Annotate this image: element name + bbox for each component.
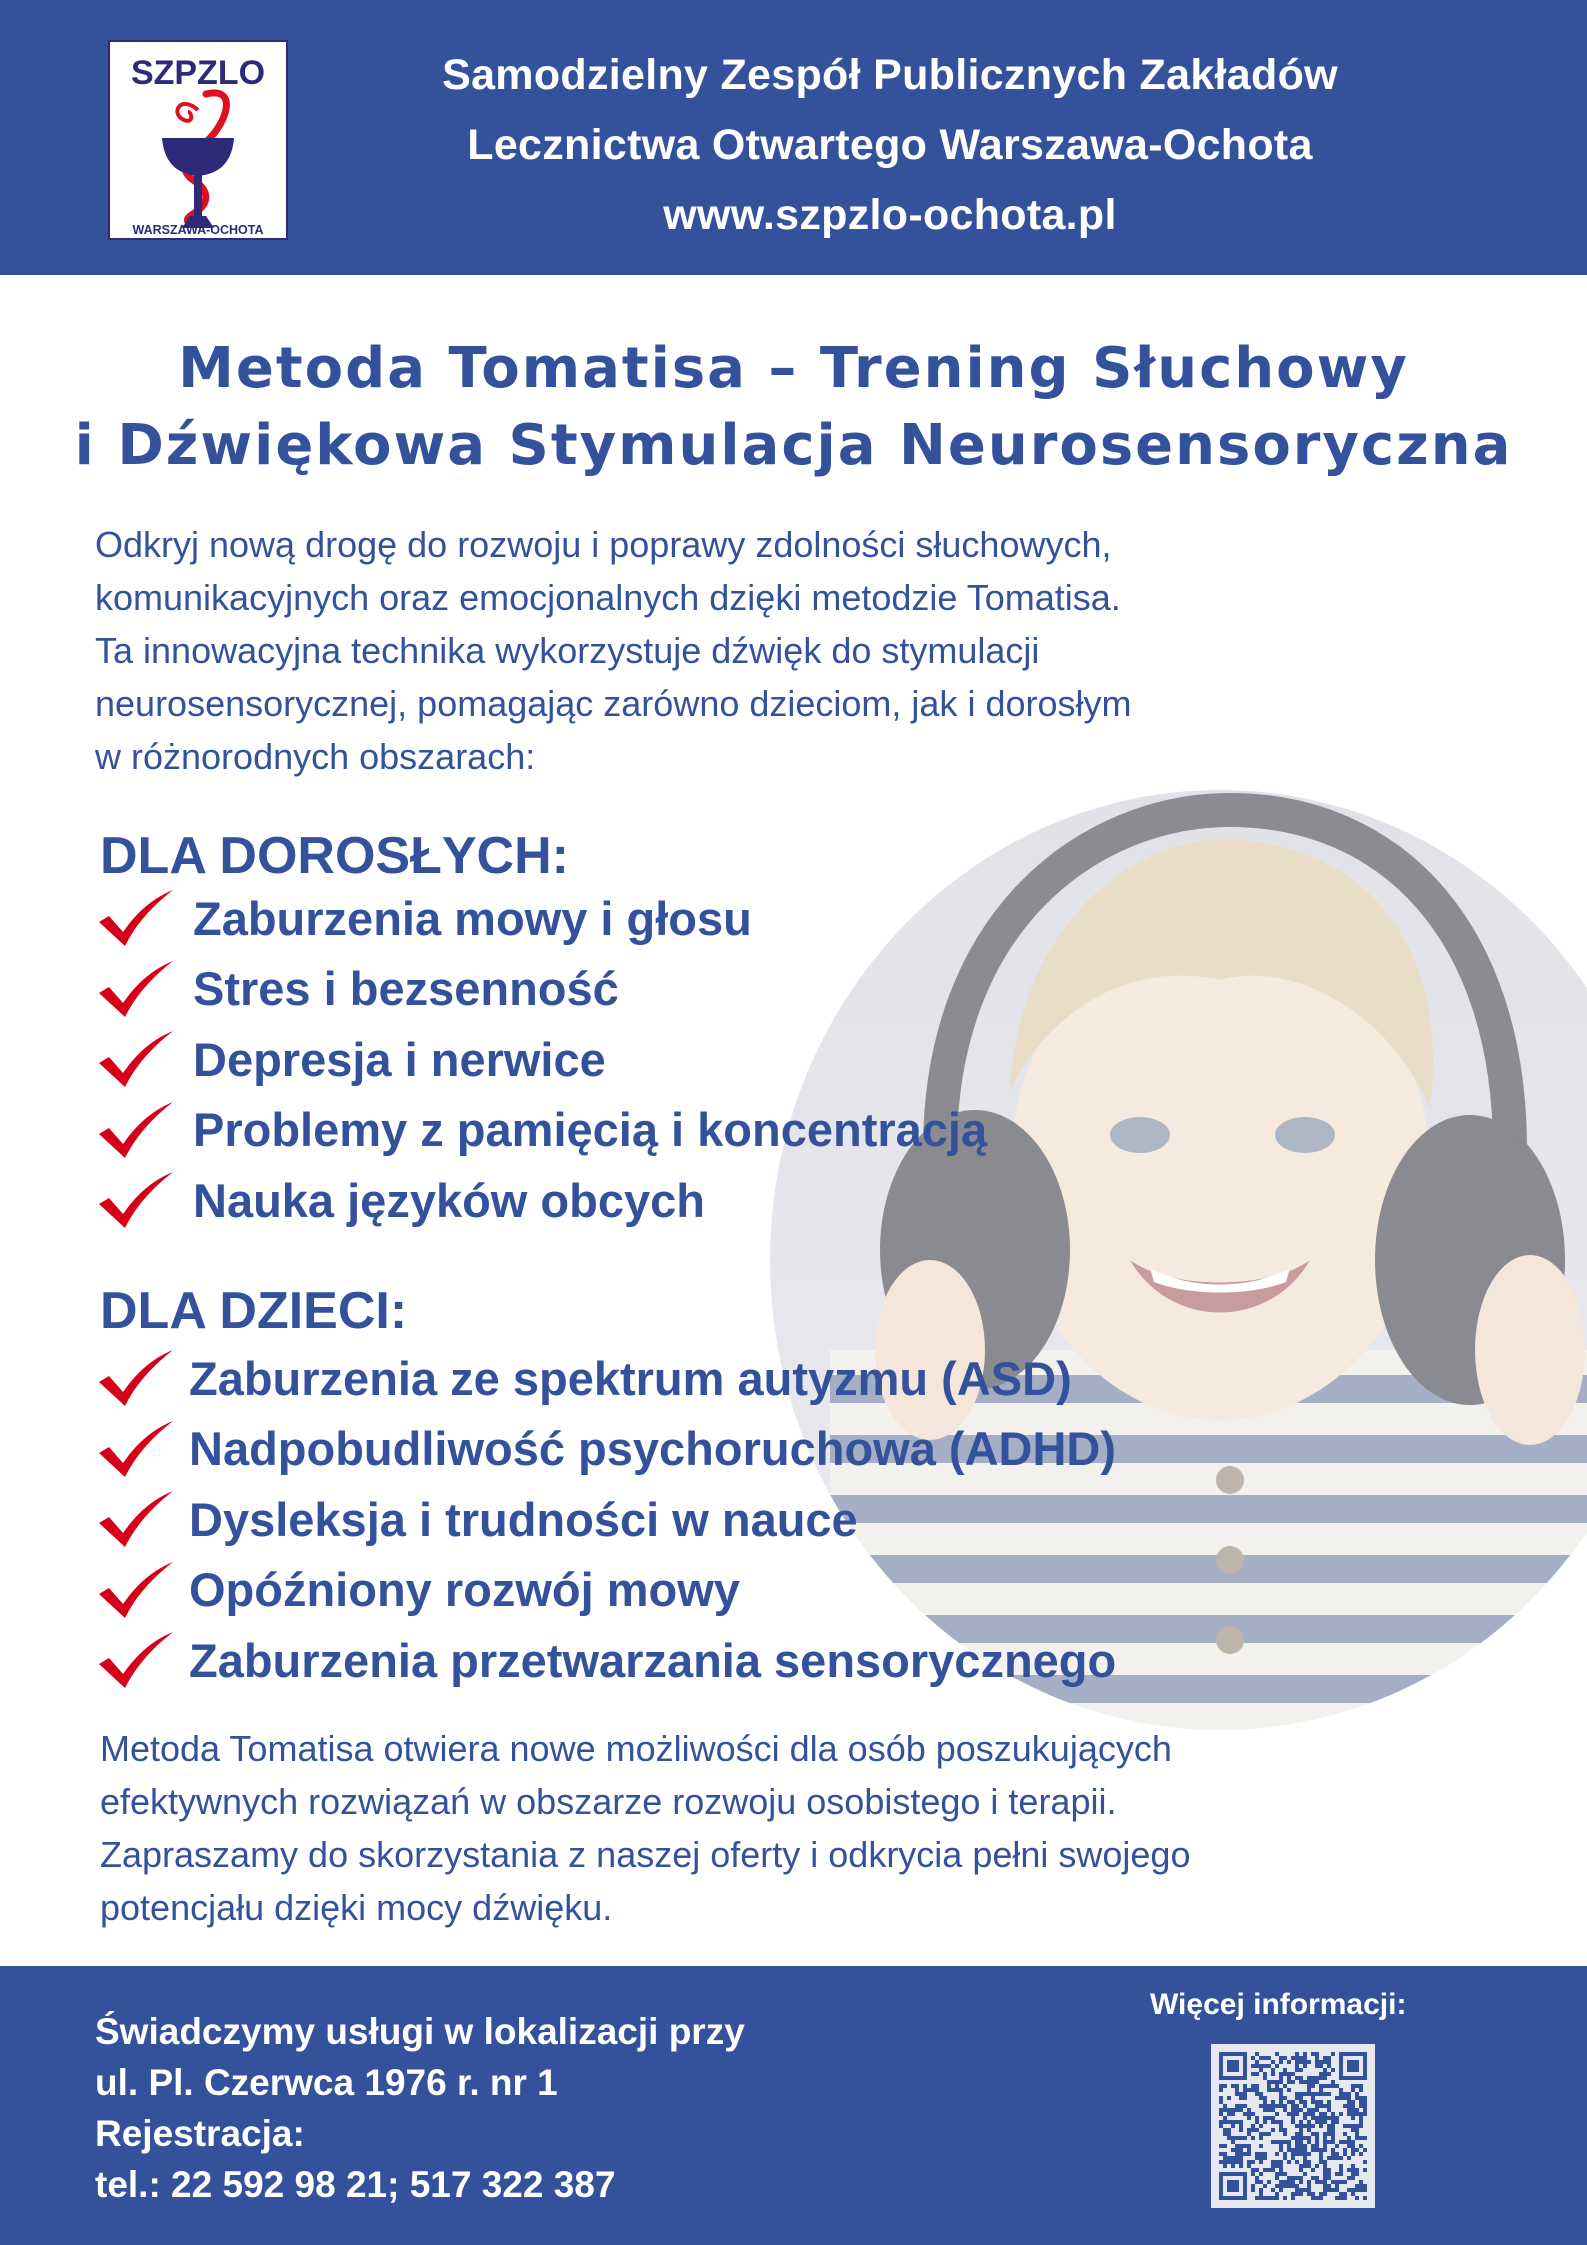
org-name-line1: Samodzielny Zespół Publicznych Zakładów [442, 51, 1338, 99]
contact-info [95, 2006, 745, 2210]
logo-top-text: SZPZLO [130, 54, 266, 92]
intro-line: Ta innowacyjna technika wykorzystuje dźwięk do stymulacji [95, 630, 1040, 671]
list-item [95, 1024, 1395, 1095]
list-item-label: Zaburzenia mowy i głosu [193, 891, 752, 945]
list-item-label: Stres i bezsenność [193, 962, 619, 1016]
checkmark-icon [95, 1348, 175, 1408]
closing-line: efektywnych rozwiązań w obszarze rozwoju osobistego i terapii. [100, 1781, 1117, 1822]
szpzlo-logo [108, 40, 288, 240]
page-title [0, 330, 1587, 484]
phone-numbers[interactable]: tel.: 22 592 98 21; 517 322 387 [95, 2164, 616, 2205]
checkmark-icon [95, 1029, 175, 1089]
adults-heading: DLA DOROSŁYCH: [100, 827, 569, 885]
title-line2: i Dźwiękowa Stymulacja Neurosensoryczna [74, 413, 1513, 478]
intro-line: komunikacyjnych oraz emocjonalnych dzięki metodzie Tomatisa. [95, 577, 1121, 618]
list-item-label: Opóźniony rozwój mowy [189, 1563, 740, 1617]
checkmark-icon [95, 1419, 175, 1479]
list-item-label: Nadpobudliwość psychoruchowa (ADHD) [189, 1422, 1116, 1476]
checkmark-icon [95, 1560, 175, 1620]
intro-line: neurosensorycznej, pomagając zarówno dzieciom, jak i dorosłym [95, 683, 1132, 724]
list-item-label: Dysleksja i trudności w nauce [189, 1492, 858, 1546]
list-item [95, 1484, 1395, 1555]
list-item [95, 1414, 1395, 1485]
adults-list [95, 883, 1395, 1236]
closing-line: Zapraszamy do skorzystania z naszej oferty i odkrycia pełni swojego [100, 1834, 1191, 1875]
bowl-of-hygieia-logo-icon [110, 42, 286, 238]
website-link[interactable]: www.szpzlo-ochota.pl [663, 191, 1117, 239]
list-item [95, 1625, 1395, 1696]
footer-band [0, 1966, 1587, 2245]
qr-code-icon [1219, 2052, 1367, 2200]
list-item [95, 883, 1395, 954]
list-item-label: Depresja i nerwice [193, 1032, 606, 1086]
children-heading: DLA DZIECI: [100, 1282, 408, 1340]
checkmark-icon [95, 1489, 175, 1549]
logo-bottom-text: WARSZAWA-OCHOTA [132, 223, 264, 237]
intro-paragraph [95, 518, 1445, 783]
checkmark-icon [95, 888, 175, 948]
closing-line: potencjału dzięki mocy dźwięku. [100, 1887, 613, 1928]
list-item-label: Zaburzenia ze spektrum autyzmu (ASD) [189, 1351, 1072, 1405]
closing-line: Metoda Tomatisa otwiera nowe możliwości dla osób poszukujących [100, 1728, 1172, 1769]
list-item [95, 1555, 1395, 1626]
header-band [0, 0, 1587, 275]
organization-info [330, 40, 1450, 250]
registration-label: Rejestracja: [95, 2113, 305, 2154]
list-item [95, 1095, 1395, 1166]
list-item-label: Nauka języków obcych [193, 1173, 705, 1227]
location-address: ul. Pl. Czerwca 1976 r. nr 1 [95, 2062, 558, 2103]
more-info-label: Więcej informacji: [1150, 1988, 1407, 2021]
checkmark-icon [95, 1100, 175, 1160]
list-item [95, 1343, 1395, 1414]
checkmark-icon [95, 1170, 175, 1230]
checkmark-icon [95, 959, 175, 1019]
list-item-label: Problemy z pamięcią i koncentracją [193, 1103, 988, 1157]
intro-line: w różnorodnych obszarach: [95, 736, 536, 777]
list-item-label: Zaburzenia przetwarzania sensorycznego [189, 1633, 1117, 1687]
checkmark-icon [95, 1630, 175, 1690]
closing-paragraph [100, 1722, 1480, 1934]
list-item [95, 954, 1395, 1025]
intro-line: Odkryj nową drogę do rozwoju i poprawy zdolności słuchowych, [95, 524, 1112, 565]
list-item [95, 1165, 1395, 1236]
org-name-line2: Lecznictwa Otwartego Warszawa-Ochota [467, 121, 1313, 169]
qr-code[interactable] [1211, 2044, 1375, 2208]
location-line1: Świadczymy usługi w lokalizacji przy [95, 2011, 745, 2052]
children-list [95, 1343, 1395, 1696]
title-line1: Metoda Tomatisa – Trening Słuchowy [178, 336, 1409, 401]
